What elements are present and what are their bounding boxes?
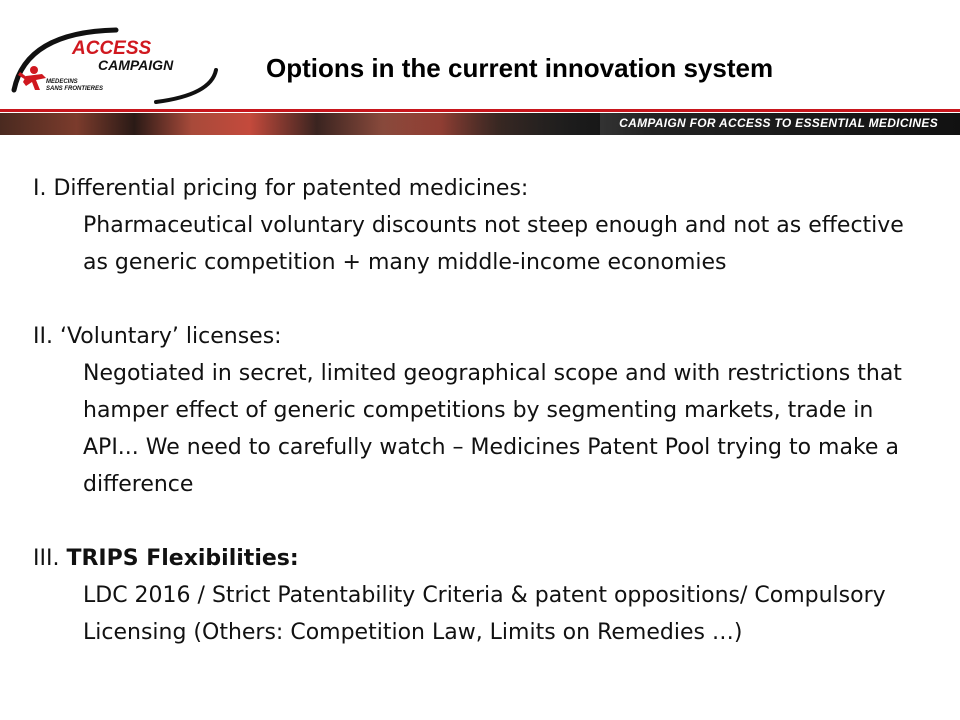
- section-heading-text: II. ‘Voluntary’ licenses:: [33, 324, 282, 349]
- logo-org-line2: SANS FRONTIERES: [46, 86, 104, 92]
- header-divider: [0, 109, 960, 112]
- page-title: Options in the current innovation system: [266, 53, 774, 83]
- section-heading: [33, 170, 933, 207]
- slide-header: [0, 0, 960, 140]
- msf-access-campaign-logo: [6, 20, 226, 110]
- header-banner: [0, 113, 960, 135]
- logo-graphic: [6, 20, 226, 110]
- section-body: Negotiated in secret, limited geographical scope and with restrictions that hamper effect of generic competitions by segmenting markets, trade in API... We need to carefully watch – Medicines Patent Pool trying to make a difference: [83, 361, 902, 497]
- section-trips-flexibilities: [33, 540, 933, 651]
- banner-text: CAMPAIGN FOR ACCESS TO ESSENTIAL MEDICINES: [619, 116, 938, 130]
- section-body: LDC 2016 / Strict Patentability Criteria & patent oppositions/ Compulsory Licensing (Others: Competition Law, Limits on Remedies …): [83, 583, 886, 645]
- section-heading-bold: TRIPS Flexibilities:: [66, 546, 299, 571]
- logo-word-access: ACCESS: [72, 38, 152, 59]
- section-body: Pharmaceutical voluntary discounts not steep enough and not as effective as generic competition + many middle-income economies: [83, 213, 904, 275]
- slide-content: [33, 170, 933, 651]
- banner-fade: [380, 113, 600, 135]
- section-heading-text: I. Differential pricing for patented medicines:: [33, 176, 529, 201]
- section-heading: [33, 540, 933, 577]
- section-heading-text: III.: [33, 546, 67, 571]
- section-heading: [33, 318, 933, 355]
- logo-word-campaign: CAMPAIGN: [98, 57, 174, 73]
- logo-org-line1: MEDECINS: [46, 79, 78, 85]
- section-differential-pricing: [33, 170, 933, 281]
- section-voluntary-licenses: [33, 318, 933, 503]
